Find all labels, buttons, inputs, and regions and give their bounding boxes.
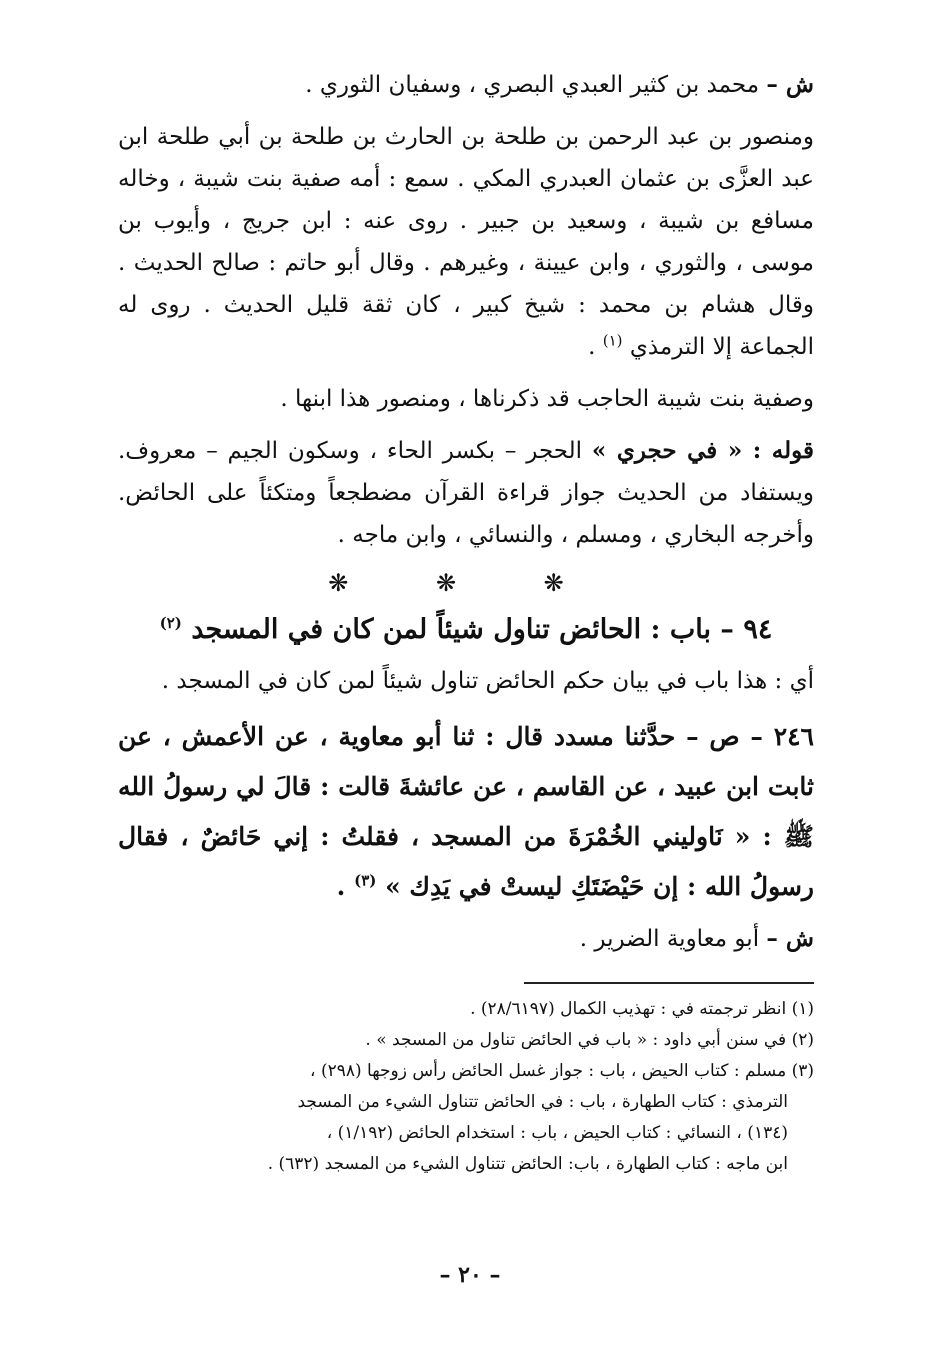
paragraph-chapter-explanation [118,660,814,702]
paragraph-sharh-1 [118,64,814,106]
footnote-separator [524,982,814,984]
footnote-ref-2[interactable]: (٢) [159,614,182,632]
section-divider-stars: ❋ ❋ ❋ [328,569,604,597]
chapter-heading [118,606,814,654]
hadith-body: ٢٤٦ – ص – حدَّثنا مسدد قال : ثنا أبو معاوية ، عن الأعمش ، عن ثابت ابن عبيد ، عن القاسم ، عن عائشةَ قالت : قالَ لي رسولُ الله ﷺ : « نَاوليني الخُمْرَةَ من المسجد ، فقلتُ : إني حَائضٌ ، فقال رسولُ الله : إن حَيْضَتَكِ ليستْ في يَدِك » [118,722,814,901]
sharh-label: ش – [766,925,814,952]
chapter-title: ٩٤ – باب : الحائض تناول شيئاً لمن كان في المسجد [191,614,773,645]
hadith-tail: . [336,872,346,901]
paragraph-text: محمد بن كثير العبدي البصري ، وسفيان الثوري . [305,72,760,98]
footnote-ref-1[interactable]: (١) [602,331,623,350]
qawluhu-label: قوله : « في حجري » [591,437,815,464]
paragraph-text: الحجر – بكسر الحاء ، وسكون الجيم – معروف. ويستفاد من الحديث جواز قراءة القرآن مضطجعاً ومتكئاً على الحائض. وأخرجه البخاري ، ومسلم ، والنسائي ، وابن ماجه . [118,438,814,548]
paragraph-text: ومنصور بن عبد الرحمن بن طلحة بن الحارث بن طلحة بن أبي طلحة ابن عبد العزَّى بن عثمان العبدري المكي . سمع : أمه صفية بنت شيبة ، وخاله مسافع بن شيبة ، وسعيد بن جبير . روى عنه : ابن جريج ، وأيوب بن موسى ، والثوري ، وابن عيينة ، وغيرهم . وقال أبو حاتم : صالح الحديث . وقال هشام بن محمد : شيخ كبير ، كان ثقة قليل الحديث . روى له الجماعة إلا الترمذي [118,124,814,360]
footnote-2: (٢) في سنن أبي داود : « باب في الحائض تناول من المسجد » . [365,1030,814,1050]
paragraph-text: أي : هذا باب في بيان حكم الحائض تناول شيئاً لمن كان في المسجد . [161,668,814,694]
footnote-ref-3[interactable]: (٣) [354,871,377,890]
paragraph-qawluhu [118,430,814,556]
paragraph-safiyya [118,378,814,420]
hadith-text [118,712,814,912]
paragraph-mansur-bio [118,116,814,368]
paragraph-text: وصفية بنت شيبة الحاجب قد ذكرناها ، ومنصور هذا ابنها . [280,386,814,412]
footnote-1: (١) انظر ترجمته في : تهذيب الكمال (٢٨/٦١٩٧) . [470,999,814,1019]
paragraph-sharh-2 [118,918,814,960]
paragraph-tail: . [588,334,596,360]
footnote-3-line-1: (٣) مسلم : كتاب الحيض ، باب : جواز غسل الحائض رأس زوجها (٢٩٨) ، [310,1061,814,1081]
footnote-3-line-3: (١٣٤) ، النسائي : كتاب الحيض ، باب : استخدام الحائض (١/١٩٢) ، [326,1123,788,1143]
paragraph-text: أبو معاوية الضرير . [579,926,760,952]
page-number: – ٢٠ – [439,1262,501,1288]
footnote-3-line-4: ابن ماجه : كتاب الطهارة ، باب: الحائض تتناول الشيء من المسجد (٦٣٢) . [267,1154,788,1174]
footnotes [118,994,814,1180]
sharh-label: ش – [766,71,814,98]
footnote-3-line-2: الترمذي : كتاب الطهارة ، باب : في الحائض تتناول الشيء من المسجد [297,1092,788,1112]
page-content [118,64,814,1334]
